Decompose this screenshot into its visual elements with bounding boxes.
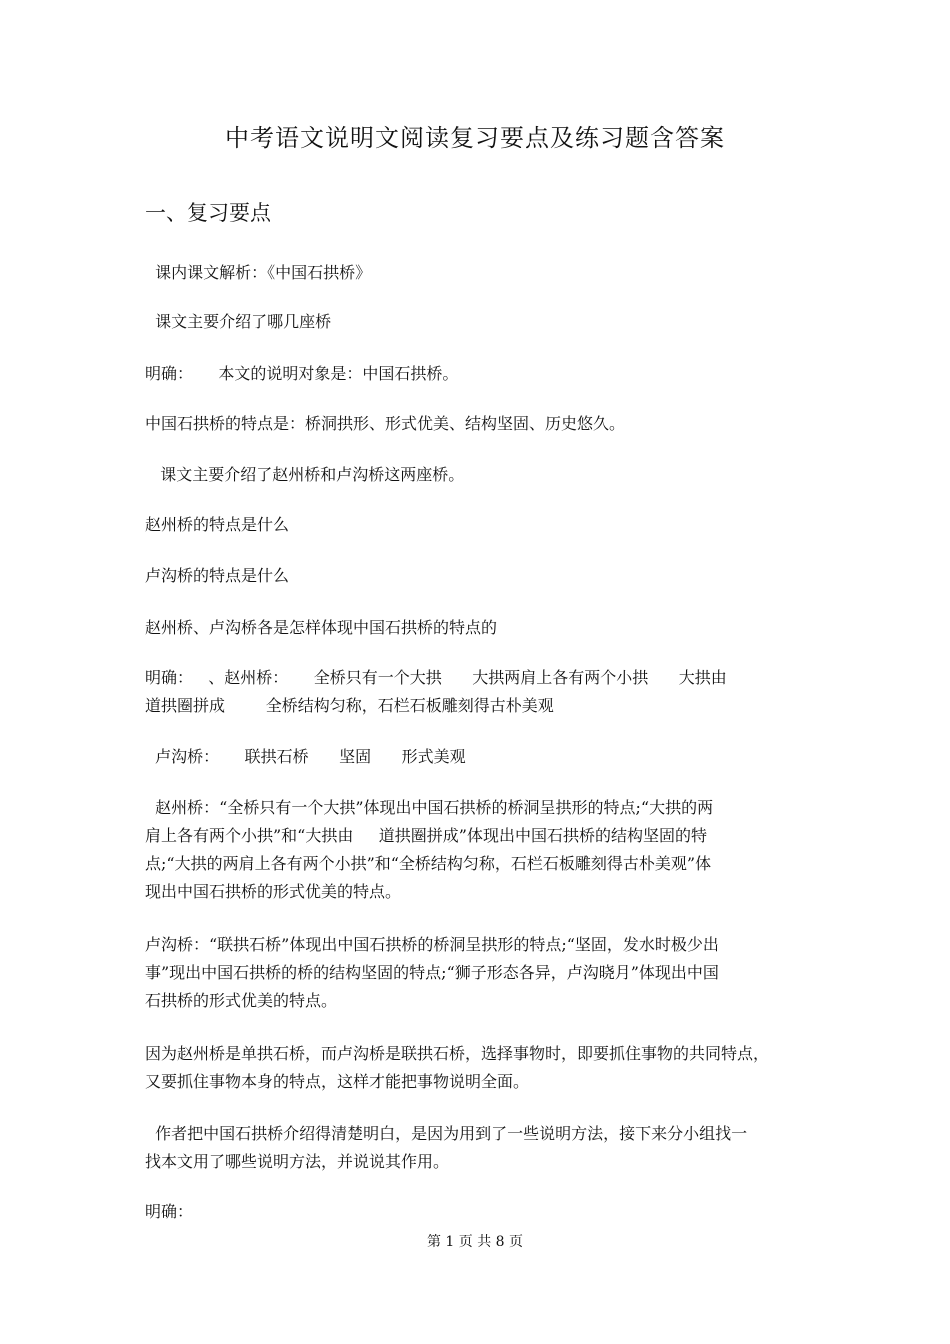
- paragraph-line: 现出中国石拱桥的形式优美的特点。: [145, 882, 402, 901]
- paragraph: [145, 794, 810, 906]
- paragraph-line: 课文主要介绍了哪几座桥: [145, 312, 332, 331]
- paragraph-line: 明确： 本文的说明对象是：中国石拱桥。: [145, 364, 459, 383]
- paragraph: [145, 931, 810, 1015]
- paragraph-line: 卢沟桥：“联拱石桥”体现出中国石拱桥的桥洞呈拱形的特点;“坚固，发水时极少出: [145, 935, 719, 954]
- paragraph-line: 因为赵州桥是单拱石桥，而卢沟桥是联拱石桥，选择事物时，即要抓住事物的共同特点，: [145, 1044, 770, 1063]
- paragraph-line: 作者把中国石拱桥介绍得清楚明白，是因为用到了一些说明方法，接下来分小组找一: [145, 1124, 748, 1143]
- paragraph-line: 道拱圈拼成 全桥结构匀称，石栏石板雕刻得古朴美观: [145, 696, 554, 715]
- paragraph: [145, 614, 810, 642]
- paragraph-line: 又要抓住事物本身的特点，这样才能把事物说明全面。: [145, 1072, 530, 1091]
- paragraph-line: 课内课文解析：《中国石拱桥》: [145, 263, 372, 282]
- paragraph-line: 肩上各有两个小拱”和“大拱由 道拱圈拼成”体现出中国石拱桥的结构坚固的特: [145, 826, 707, 845]
- paragraph: [145, 410, 810, 438]
- paragraph-line: 课文主要介绍了赵州桥和卢沟桥这两座桥。: [145, 465, 465, 484]
- paragraph: [145, 360, 810, 388]
- paragraph: [145, 743, 810, 771]
- paragraph-line: 卢沟桥的特点是什么: [145, 566, 290, 585]
- paragraph-line: 石拱桥的形式优美的特点。: [145, 991, 338, 1010]
- paragraph: [145, 1198, 810, 1226]
- document-title: 中考语文说明文阅读复习要点及练习题含答案: [225, 124, 725, 152]
- paragraph: [145, 259, 810, 287]
- paragraph-line: 赵州桥的特点是什么: [145, 515, 290, 534]
- paragraph: [145, 308, 810, 336]
- paragraph: [145, 664, 810, 720]
- paragraph: [145, 511, 810, 539]
- paragraph-line: 明确： 、赵州桥： 全桥只有一个大拱 大拱两肩上各有两个小拱 大拱由: [145, 668, 727, 687]
- paragraph-line: 点;“大拱的两肩上各有两个小拱”和“全桥结构匀称，石栏石板雕刻得古朴美观”体: [145, 854, 712, 873]
- paragraph-line: 找本文用了哪些说明方法，并说说其作用。: [145, 1152, 450, 1171]
- section-heading: 一、复习要点: [145, 201, 271, 225]
- paragraph: [145, 1120, 810, 1176]
- paragraph: [145, 1040, 810, 1096]
- paragraph-line: 赵州桥：“全桥只有一个大拱”体现出中国石拱桥的桥洞呈拱形的特点;“大拱的两: [145, 798, 714, 817]
- page-footer: 第 1 页 共 8 页: [426, 1234, 524, 1250]
- paragraph-line: 事”现出中国石拱桥的桥的结构坚固的特点;“狮子形态各异，卢沟晓月”体现出中国: [145, 963, 719, 982]
- paragraph: [145, 461, 810, 489]
- paragraph-line: 明确：: [145, 1202, 194, 1221]
- paragraph: [145, 562, 810, 590]
- paragraph-line: 卢沟桥： 联拱石桥 坚固 形式美观: [145, 747, 466, 766]
- paragraph-line: 中国石拱桥的特点是：桥洞拱形、形式优美、结构坚固、历史悠久。: [145, 414, 626, 433]
- paragraph-line: 赵州桥、卢沟桥各是怎样体现中国石拱桥的特点的: [145, 618, 498, 637]
